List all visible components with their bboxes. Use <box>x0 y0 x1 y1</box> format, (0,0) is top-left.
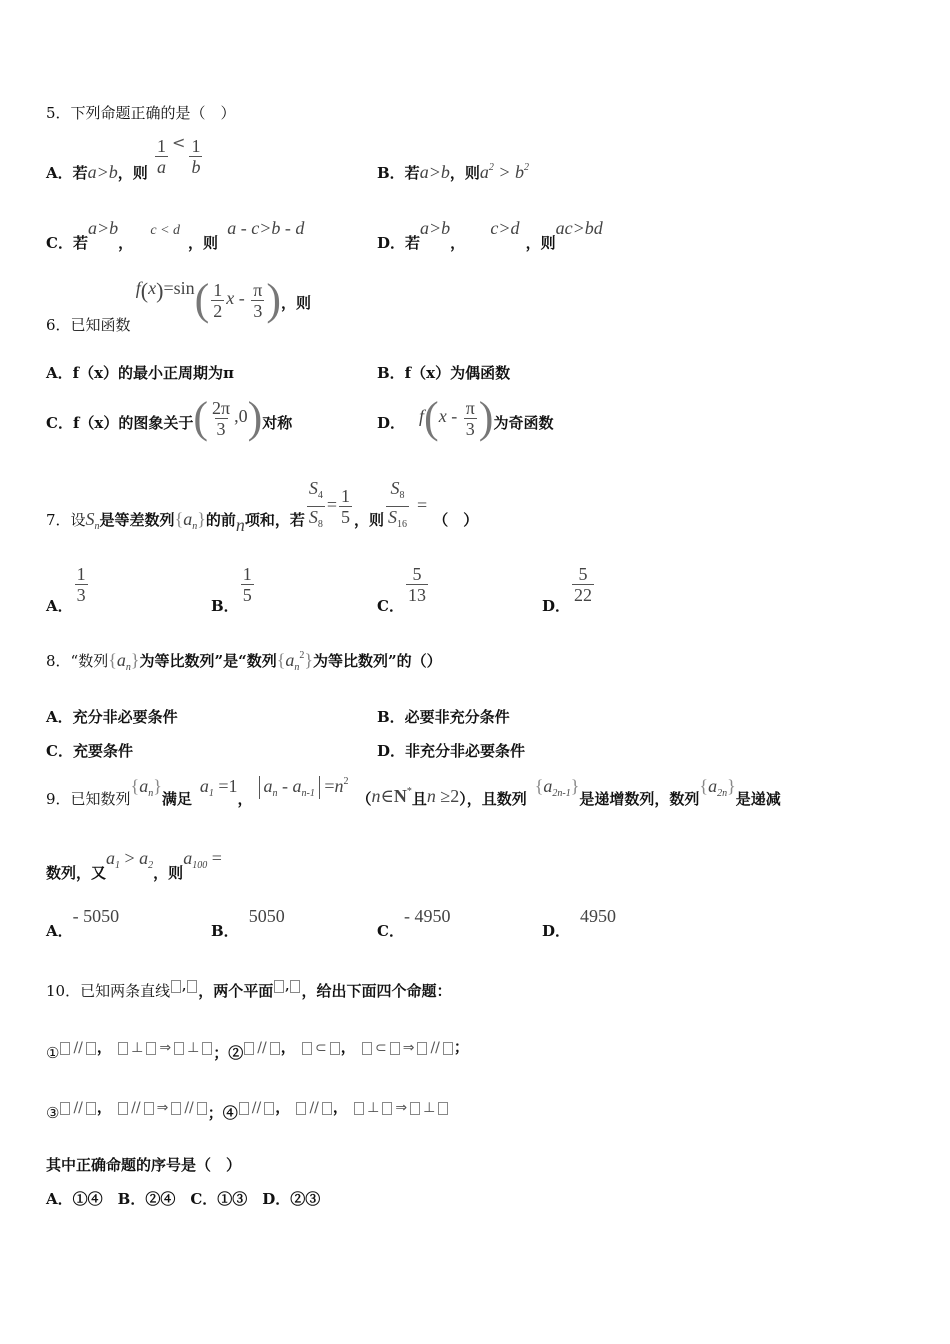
q9-option-c[interactable]: C．- 4950 <box>377 906 451 940</box>
q10-props-3-4: ③ // ， // ⇒ // ；④ // ， // ， ⊥ ⇒ ⊥ <box>46 1096 449 1117</box>
q5-option-d[interactable]: D．若a>b， c>d，则ac>bd <box>377 218 603 252</box>
q8-option-c[interactable]: C．充要条件 <box>46 742 133 760</box>
q5-a-frac-right: $\frac{1}{b}$ <box>191 136 201 177</box>
q10-question: 其中正确命题的序号是（ ） <box>46 1156 242 1174</box>
q6-option-a[interactable]: A．f（x）的最小正周期为π <box>46 364 235 382</box>
q6-option-c[interactable]: C．f（x）的图象关于( $\frac{2\pi}{3}$ ,0)对称 <box>46 393 293 442</box>
q7-option-b[interactable]: B． $\frac{1}{5}$ <box>211 564 252 615</box>
plane-symbol-alpha <box>274 980 284 993</box>
q6-option-b[interactable]: B．f（x）为偶函数 <box>377 364 511 382</box>
q7-option-d[interactable]: D． $\frac{5}{22}$ <box>542 564 593 615</box>
q6-stem: 6．已知函数 f(x)=sin( $\frac{1}{2}$ x - $\frac{\pi}{3}$ )，则 <box>46 275 312 334</box>
q8-option-d[interactable]: D．非充分非必要条件 <box>377 742 526 760</box>
q5-a-frac-left: $\frac{1}{a}$ <box>157 136 167 177</box>
q10-stem: 10．已知两条直线 , ，两个平面 , ，给出下面四个命题： <box>46 979 452 1000</box>
q10-props-1-2: ① // ， ⊥ ⇒ ⊥ ；② // ， ⊂ ， ⊂ ⇒ // ； <box>46 1038 469 1062</box>
line-symbol-n <box>187 980 197 993</box>
q5-option-c[interactable]: C．若a>b， c < d，则 a - c>b - d <box>46 218 305 252</box>
q9-option-b[interactable]: B．5050 <box>211 906 285 940</box>
q9-stem-line2: 数列，又$a_1 > a_2$，则$a_{100}$ = <box>46 848 222 882</box>
q7-option-c[interactable]: C． $\frac{5}{13}$ <box>377 564 426 615</box>
q5-option-b[interactable]: B．若a>b，则$a^2 > b^2$ <box>377 162 530 182</box>
q5-stem: 5．下列命题正确的是（ ） <box>46 104 236 122</box>
plane-symbol-beta <box>290 980 300 993</box>
line-symbol-m <box>171 980 181 993</box>
q10-options[interactable]: A．①④ B．②④ C．①③ D．②③ <box>46 1190 321 1208</box>
q8-option-b[interactable]: B．必要非充分条件 <box>377 708 510 726</box>
q8-stem: 8．“数列$\{a_n\}$为等比数列”是“数列$\{a_n^2\}$为等比数列”的（） <box>46 650 442 673</box>
q5-option-a[interactable]: A．若a>b，则 $\frac{1}{a}$ < $\frac{1}{b}$ <box>46 133 201 182</box>
q9-option-a[interactable]: A．- 5050 <box>46 906 120 940</box>
q7-stem: 7．设$S_n$是等差数列$\{a_n\}$的前n项和，若 $\frac{S_4}{S_8}$ = $\frac{1}{5}$ ，则 $\frac{S_8}{S_{16}}$ =（ ） <box>46 478 479 535</box>
q9-option-d[interactable]: D．4950 <box>542 906 617 940</box>
q7-option-a[interactable]: A． $\frac{1}{3}$ <box>46 564 86 615</box>
q6-option-d[interactable]: D． f(x - $\frac{\pi}{3}$ )为奇函数 <box>377 393 554 442</box>
q8-option-a[interactable]: A．充分非必要条件 <box>46 708 178 726</box>
q9-stem-line1: 9．已知数列$\{a_n\}$满足$a_1 =1$，$a_n - a_{n-1}$ $=n^2(n\in N^*$且n ≥2），且数列$\{a_{2n-1}\}$是递增数列，数列$\{a_{2n}\}$是递减 <box>46 776 781 808</box>
